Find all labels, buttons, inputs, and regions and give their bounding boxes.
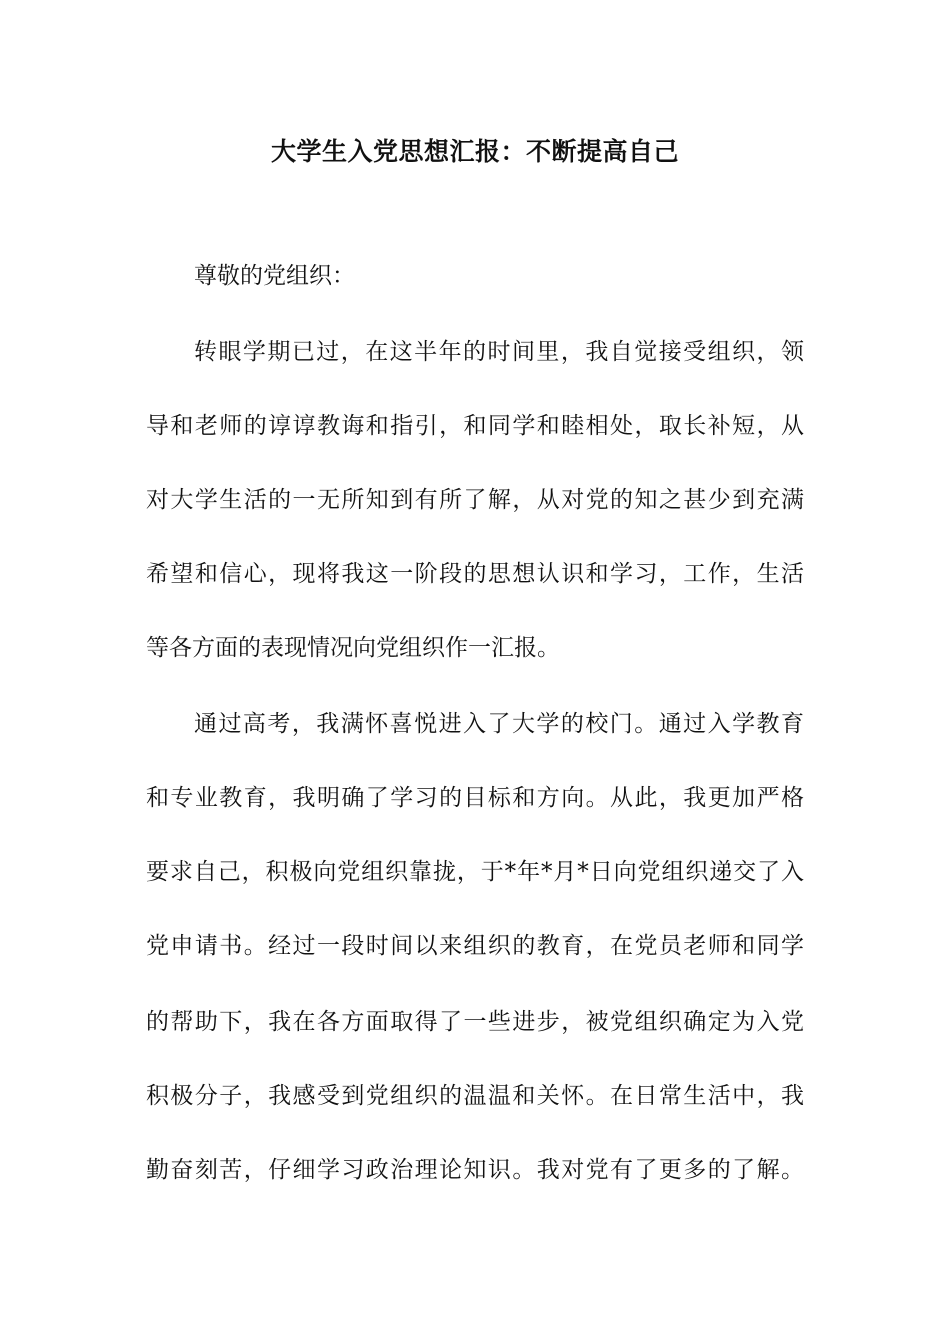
paragraph-line: 希望和信心，现将我这一阶段的思想认识和学习，工作，生活 (146, 561, 804, 587)
paragraph-line: 勤奋刻苦，仔细学习政治理论知识。我对党有了更多的了解。 (146, 1157, 804, 1183)
paragraph-line: 转眼学期已过，在这半年的时间里，我自觉接受组织，领 (194, 339, 804, 365)
paragraph-line: 要求自己，积极向党组织靠拢，于*年*月*日向党组织递交了入 (146, 859, 804, 885)
paragraph-line: 的帮助下，我在各方面取得了一些进步，被党组织确定为入党 (146, 1009, 804, 1035)
paragraph-line: 和专业教育，我明确了学习的目标和方向。从此，我更加严格 (146, 785, 804, 811)
paragraph-line: 党申请书。经过一段时间以来组织的教育，在党员老师和同学 (146, 933, 804, 959)
paragraph-line: 通过高考，我满怀喜悦进入了大学的校门。通过入学教育 (194, 711, 804, 737)
paragraph-line: 导和老师的谆谆教诲和指引，和同学和睦相处，取长补短，从 (146, 413, 804, 439)
paragraph-line: 等各方面的表现情况向党组织作一汇报。 (146, 635, 560, 661)
paragraph-line: 对大学生活的一无所知到有所了解，从对党的知之甚少到充满 (146, 487, 804, 513)
paragraph-line: 积极分子，我感受到党组织的温温和关怀。在日常生活中，我 (146, 1083, 804, 1109)
salutation: 尊敬的党组织： (194, 263, 355, 289)
document-title: 大学生入党思想汇报：不断提高自己 (270, 137, 679, 166)
